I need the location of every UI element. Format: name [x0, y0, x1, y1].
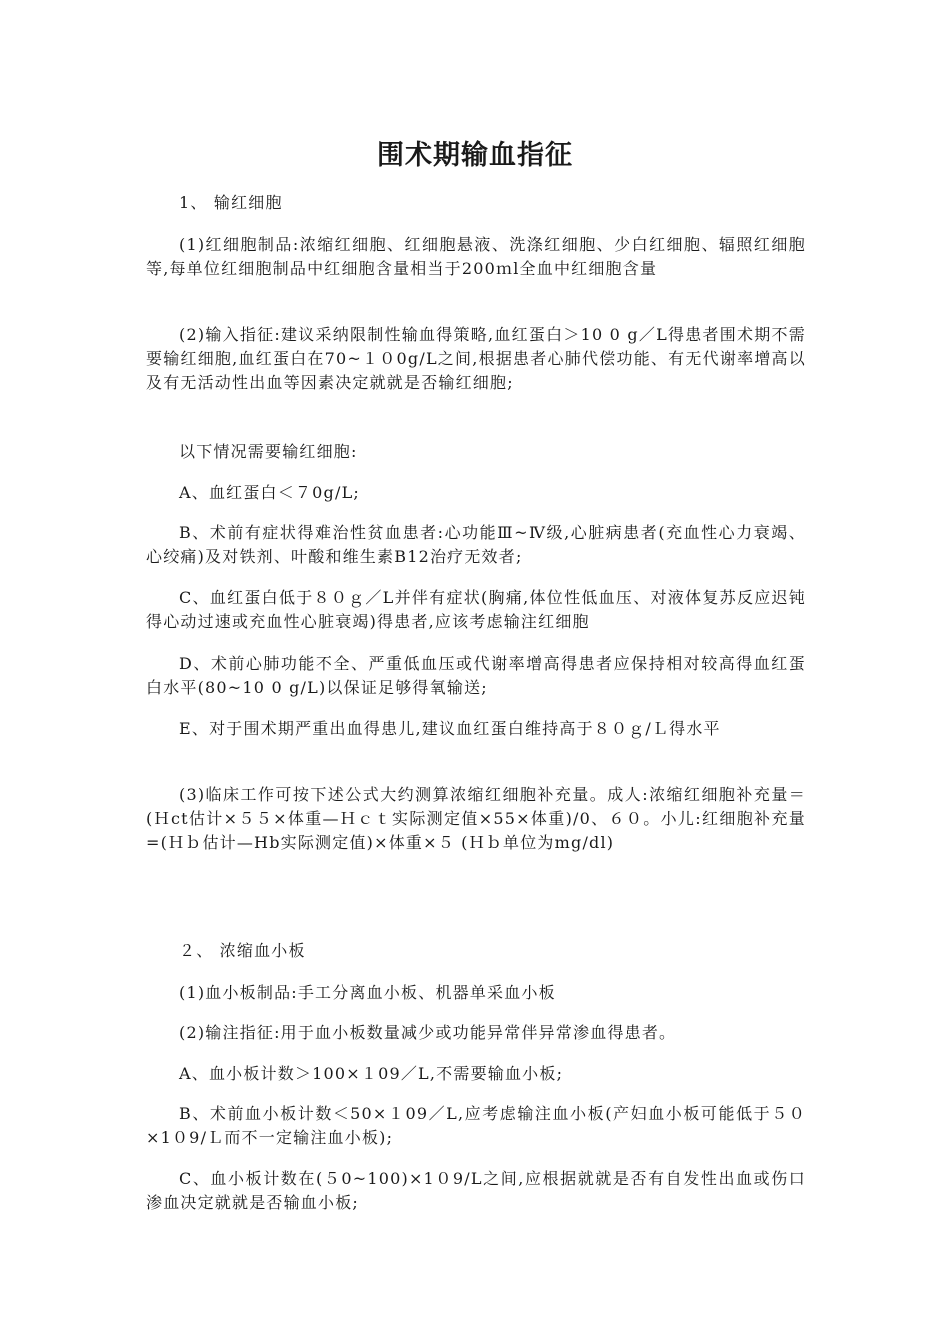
section-1-paragraph-3: 以下情况需要输红细胞:: [179, 442, 358, 461]
section-1-item-b: B、术前有症状得难治性贫血患者:心功能Ⅲ~Ⅳ级,心脏病患者(充血性心力衰竭、心绞痛)及对铁剂、叶酸和维生素B12治疗无效者;: [146, 523, 806, 566]
section-1-item-c: C、血红蛋白低于８０ｇ／L并伴有症状(胸痛,体位性低血压、对液体复苏反应迟钝得心动过速或充血性心脏衰竭)得患者,应该考虑输注红细胞: [146, 588, 806, 631]
section-2-item-b: B、术前血小板计数＜50×１09／L,应考虑输注血小板(产妇血小板可能低于５０×1０9/Ｌ而不一定输注血小板);: [146, 1104, 806, 1147]
section-1-item-e: E、对于围术期严重出血得患儿,建议血红蛋白维持高于８０ｇ/Ｌ得水平: [179, 719, 721, 738]
section-1-item-d: D、术前心肺功能不全、严重低血压或代谢率增高得患者应保持相对较高得血红蛋白水平(80~10 0 g/L)以保证足够得氧输送;: [146, 654, 806, 697]
section-1-heading: 1、 输红细胞: [179, 193, 283, 212]
section-2-item-a: A、血小板计数＞100×１09／L,不需要输血小板;: [179, 1064, 564, 1083]
section-2-paragraph-1: (1)血小板制品:手工分离血小板、机器单采血小板: [179, 983, 556, 1002]
section-1-item-a: A、血红蛋白＜７0g/L;: [179, 483, 360, 502]
section-1-paragraph-2: (2)输入指征:建议采纳限制性输血得策略,血红蛋白＞10 0 g／L得患者围术期不需要输红细胞,血红蛋白在70~１０0g/L之间,根据患者心肺代偿功能、有无代谢率增高以及有无活动性出血等因素决定就就是否输红细胞;: [146, 325, 806, 392]
section-2-paragraph-2: (2)输注指征:用于血小板数量减少或功能异常伴异常渗血得患者。: [179, 1023, 677, 1042]
section-2-item-c: C、血小板计数在(５0~100)×1０9/L之间,应根据就就是否有自发性出血或伤口渗血决定就就是否输血小板;: [146, 1169, 806, 1212]
section-1-paragraph-4: (3)临床工作可按下述公式大约测算浓缩红细胞补充量。成人:浓缩红细胞补充量＝(Ｈct估计×５５×体重—Ｈｃｔ实际测定值×55×体重)/0、６０。小儿:红细胞补充量=(Ｈｂ估计—Hb实际测定值)×体重×５ (Ｈｂ单位为mg/dl): [146, 785, 806, 852]
section-2-heading: ２、 浓缩血小板: [179, 941, 306, 960]
section-1-paragraph-1: (1)红细胞制品:浓缩红细胞、红细胞悬液、洗涤红细胞、少白红细胞、辐照红细胞等,每单位红细胞制品中红细胞含量相当于200ｍl全血中红细胞含量: [146, 235, 806, 278]
document-title: 围术期输血指征: [377, 140, 573, 171]
